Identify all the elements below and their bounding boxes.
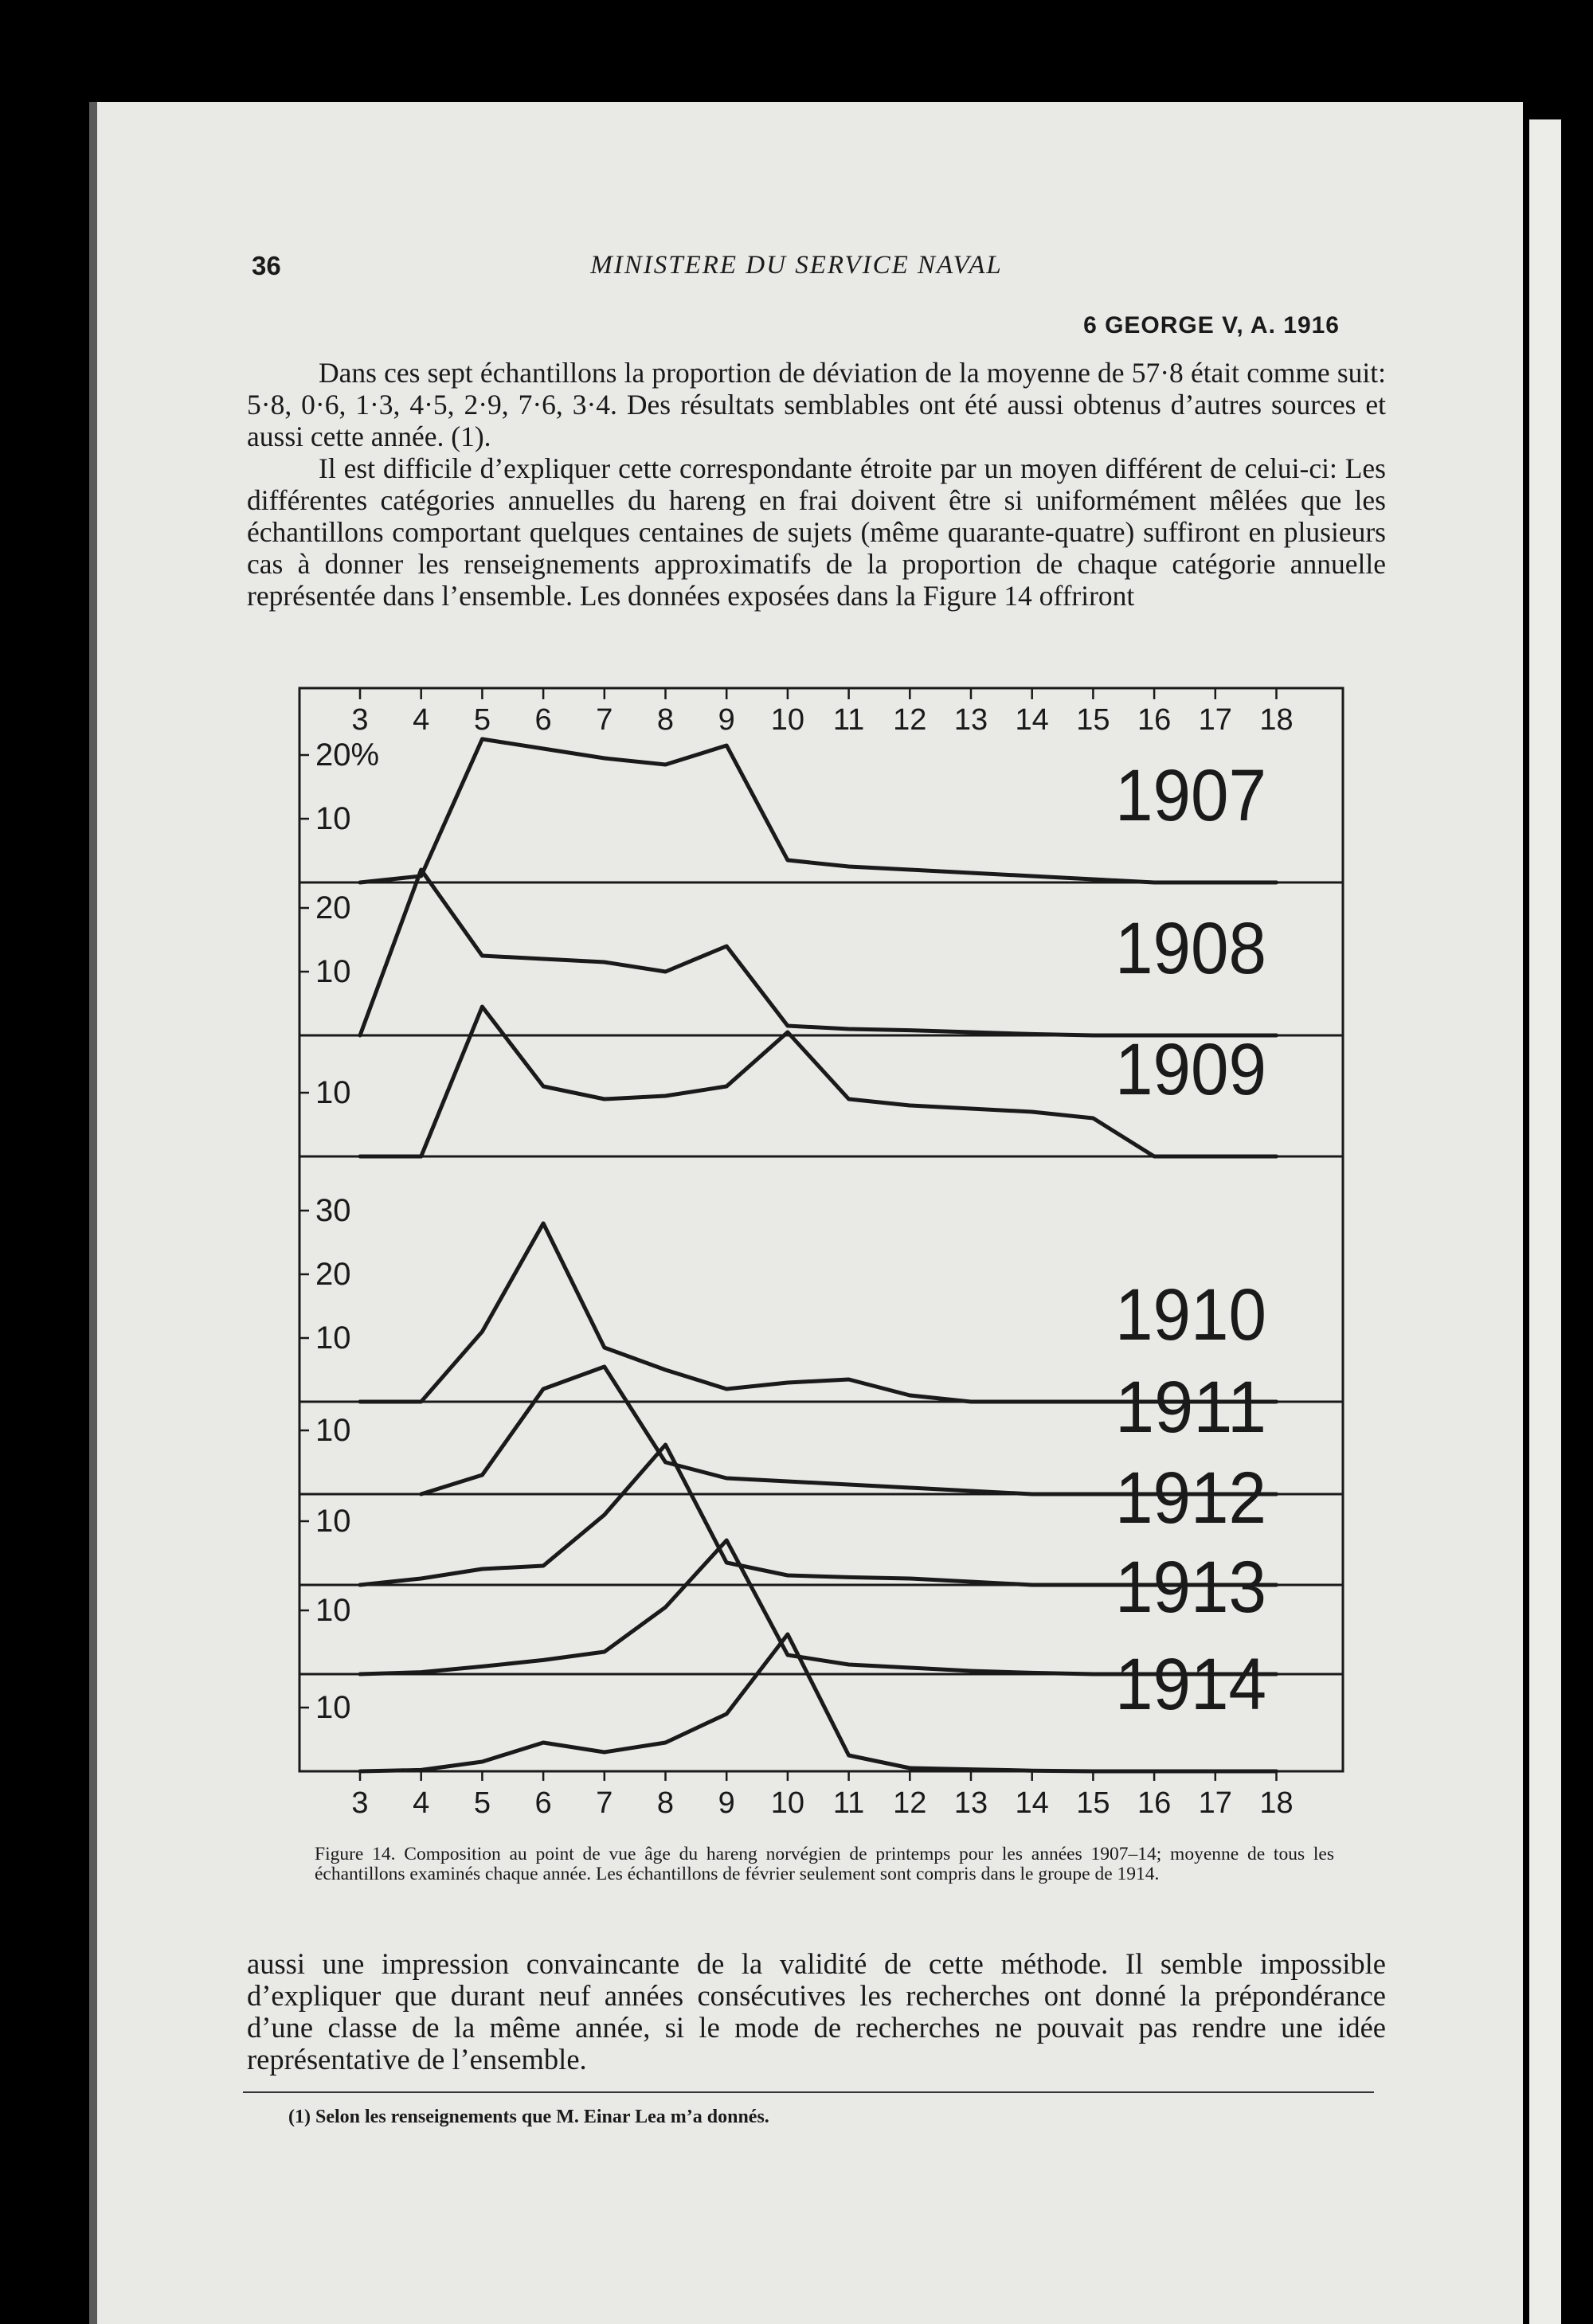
y-tick-label: 20% <box>315 737 380 773</box>
age-composition-chart <box>295 685 1354 1820</box>
body-text-top <box>247 357 1386 612</box>
y-tick-label: 10 <box>315 1504 351 1539</box>
panel-year-label: 1912 <box>1115 1457 1266 1539</box>
x-tick-label-top: 13 <box>953 703 988 737</box>
x-tick-label-top: 12 <box>893 703 927 737</box>
x-tick-label-top: 7 <box>596 703 613 737</box>
x-tick-label-bottom: 12 <box>893 1786 927 1820</box>
x-tick-label-bottom: 4 <box>413 1786 430 1820</box>
x-tick-label-bottom: 6 <box>534 1786 552 1820</box>
panel-year-label: 1913 <box>1115 1547 1266 1628</box>
y-tick-label: 10 <box>315 1593 351 1628</box>
x-tick-label-top: 9 <box>718 703 735 737</box>
footnote: (1) Selon les renseignements que M. Einar Lea m’a donnés. <box>288 2107 769 2127</box>
panel-year-label: 1911 <box>1115 1367 1266 1448</box>
binding-shadow <box>89 102 97 2324</box>
panel-year-label: 1909 <box>1115 1029 1266 1110</box>
figure-caption: Figure 14. Composition au point de vue âge du hareng norvégien de printemps pour les années 1907–14; moyenne de tous les échantillons examinés chaque année. Les échantillons de février seulement sont compris dans le groupe de 1914. <box>315 1844 1334 1884</box>
y-tick-label: 10 <box>315 801 351 836</box>
x-tick-label-bottom: 7 <box>596 1786 613 1820</box>
figure-14 <box>295 685 1354 1820</box>
next-page-edge <box>1529 119 1561 2324</box>
x-tick-label-top: 11 <box>832 703 865 737</box>
x-tick-label-top: 5 <box>473 703 491 737</box>
paragraph-1: Dans ces sept échantillons la proportion de déviation de la moyenne de 57·8 était comme suit: 5·8, 0·6, 1·3, 4·5, 2·9, 7·6, 3·4. Des résultats semblables ont été aussi obtenus d’autres sources et aussi cette année. (1). <box>247 357 1386 452</box>
x-tick-label-bottom: 11 <box>832 1786 865 1820</box>
x-tick-label-bottom: 14 <box>1015 1786 1049 1820</box>
y-tick-label: 10 <box>315 954 351 989</box>
x-tick-label-top: 4 <box>413 703 430 737</box>
session-note: 6 GEORGE V, A. 1916 <box>1083 312 1340 338</box>
x-tick-label-bottom: 15 <box>1076 1786 1110 1820</box>
y-tick-label: 30 <box>315 1193 351 1228</box>
x-tick-label-top: 15 <box>1076 703 1110 737</box>
x-tick-label-top: 14 <box>1015 703 1049 737</box>
x-tick-label-bottom: 3 <box>351 1786 369 1820</box>
y-tick-label: 10 <box>315 1413 351 1448</box>
panel-year-label: 1914 <box>1115 1644 1266 1725</box>
y-tick-label: 10 <box>315 1320 351 1356</box>
y-tick-label: 20 <box>315 890 351 925</box>
panel-year-label: 1910 <box>1115 1274 1266 1356</box>
x-tick-label-top: 3 <box>351 703 369 737</box>
x-tick-label-bottom: 10 <box>770 1786 805 1820</box>
x-tick-label-top: 17 <box>1198 703 1232 737</box>
x-tick-label-bottom: 8 <box>656 1786 675 1820</box>
x-tick-label-top: 18 <box>1259 703 1294 737</box>
x-tick-label-bottom: 13 <box>953 1786 988 1820</box>
x-tick-label-top: 10 <box>770 703 805 737</box>
paragraph-2: Il est difficile d’expliquer cette correspondante étroite par un moyen différent de celui-ci: Les différentes catégories annuelles du hareng en frai doivent être si uniformément mêlées que les échantillons comportant quelques centaines de sujets (même quarante-quatre) suffiront en plusieurs cas à donner les renseignements approximatifs de la proportion de chaque catégorie annuelle représentée dans l’ensemble. Les données exposées dans la Figure 14 offriront <box>247 452 1386 612</box>
x-tick-label-top: 6 <box>534 703 552 737</box>
x-tick-label-bottom: 5 <box>473 1786 491 1820</box>
x-tick-label-top: 8 <box>656 703 675 737</box>
x-tick-label-bottom: 9 <box>718 1786 735 1820</box>
x-tick-label-bottom: 16 <box>1137 1786 1172 1820</box>
y-tick-label: 10 <box>315 1690 351 1725</box>
paragraph-3: aussi une impression convaincante de la validité de cette méthode. Il semble impossible d’expliquer que durant neuf années consécutives les recherches ont donné la prépondérance d’une classe de la même année, si le mode de recherches ne pouvait pas rendre une idée représentative de l’ensemble. <box>247 1947 1386 2076</box>
y-tick-label: 10 <box>315 1075 351 1110</box>
panel-year-label: 1907 <box>1115 755 1266 836</box>
x-tick-label-bottom: 17 <box>1198 1786 1232 1820</box>
x-tick-label-top: 16 <box>1137 703 1172 737</box>
footnote-rule <box>243 2091 1374 2093</box>
page-number: 36 <box>252 251 281 280</box>
body-text-bottom <box>247 1948 1386 2076</box>
panel-year-label: 1908 <box>1115 908 1266 989</box>
x-tick-label-bottom: 18 <box>1259 1786 1294 1820</box>
running-head: MINISTERE DU SERVICE NAVAL <box>590 251 1003 280</box>
y-tick-label: 20 <box>315 1257 351 1292</box>
